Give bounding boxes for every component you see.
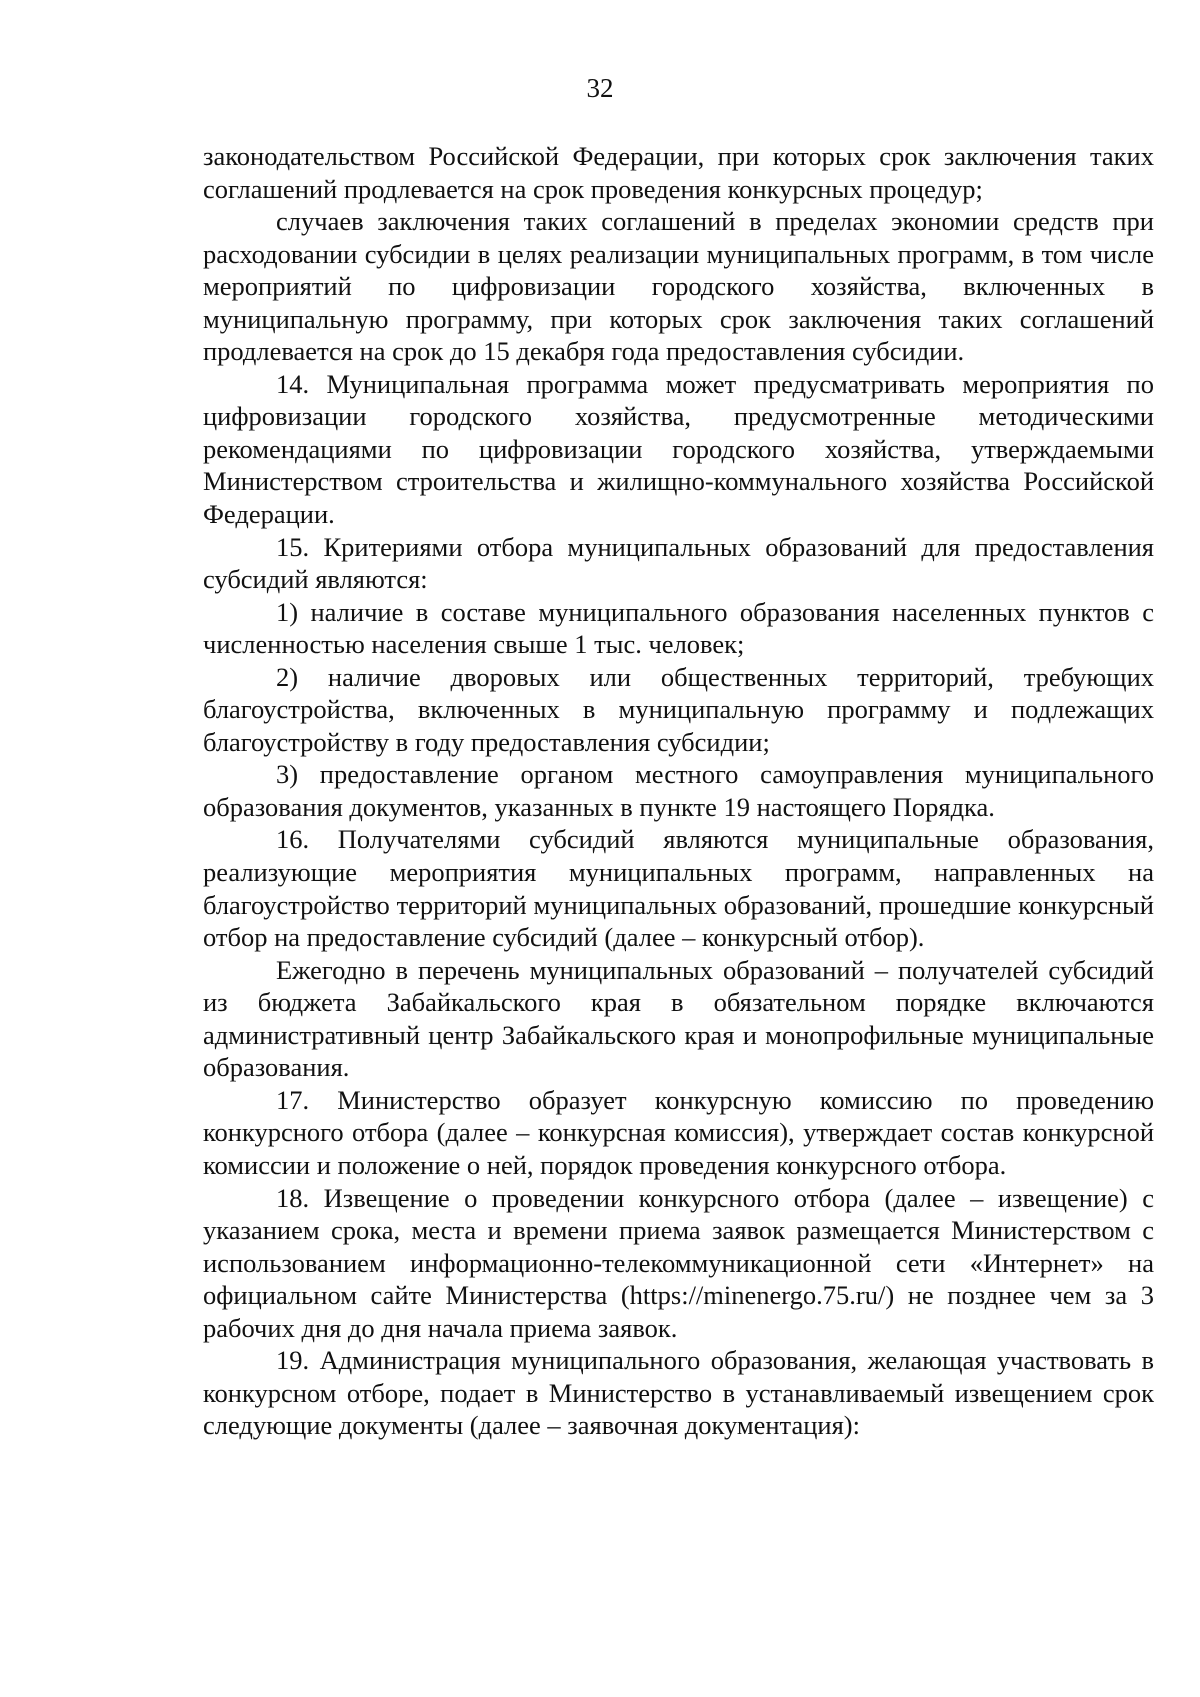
paragraph-item-16: 16. Получателями субсидий являются муниципальные образования, реализующие мероприятия муниципальных программ, направленных на благоустройство территорий муниципальных образований, прошедшие конкурсный отбор на предоставление субсидий (далее – конкурсный отбор). bbox=[203, 824, 1154, 953]
paragraph-item-19: 19. Администрация муниципального образования, желающая участвовать в конкурсном отборе, подает в Министерство в устанавливаемый извещением срок следующие документы (далее – заявочная документация): bbox=[203, 1345, 1154, 1441]
paragraph-item-17: 17. Министерство образует конкурсную комиссию по проведению конкурсного отбора (далее – конкурсная комиссия), утверждает состав конкурсной комиссии и положение о ней, порядок проведения конкурсного отбора. bbox=[203, 1084, 1154, 1180]
criteria-item-3: 3) предоставление органом местного самоуправления муниципального образования документов, указанных в пункте 19 настоящего Порядка. bbox=[203, 759, 1154, 822]
paragraph-item-15: 15. Критериями отбора муниципальных образований для предоставления субсидий являются: bbox=[203, 531, 1154, 595]
page-number: 32 bbox=[586, 73, 614, 103]
paragraph-item-14: 14. Муниципальная программа может предусматривать мероприятия по цифровизации городского хозяйства, предусмотренные методическими рекомендациями по цифровизации городского хозяйства, утверждаемыми Министерством строительства и жилищно-коммунального хозяйства Российской Федерации. bbox=[203, 368, 1154, 530]
criteria-item-2: 2) наличие дворовых или общественных территорий, требующих благоустройства, включенных в муниципальную программу и подлежащих благоустройству в году предоставления субсидии; bbox=[203, 661, 1154, 757]
paragraph: Ежегодно в перечень муниципальных образований – получателей субсидий из бюджета Забайкальского края в обязательном порядке включаются административный центр Забайкальского края и монопрофильные муниципальные образования. bbox=[203, 954, 1154, 1083]
paragraph: законодательством Российской Федерации, при которых срок заключения таких соглашений продлевается на срок проведения конкурсных процедур; bbox=[203, 141, 1154, 204]
document-body bbox=[203, 140, 1154, 1442]
paragraph-item-18: 18. Извещение о проведении конкурсного отбора (далее – извещение) с указанием срока, места и времени приема заявок размещается Министерством с использованием информационно-телекоммуникационной сети «Интернет» на официальном сайте Министерства (https://minenergo.75.ru/) не позднее чем за 3 рабочих дня до дня начала приема заявок. bbox=[203, 1182, 1154, 1343]
criteria-item-1: 1) наличие в составе муниципального образования населенных пунктов с численностью населения свыше 1 тыс. человек; bbox=[203, 596, 1154, 660]
paragraph: случаев заключения таких соглашений в пределах экономии средств при расходовании субсидии в целях реализации муниципальных программ, в том числе мероприятий по цифровизации городского хозяйства, включенных в муниципальную программу, при которых срок заключения таких соглашений продлевается на срок до 15 декабря года предоставления субсидии. bbox=[203, 206, 1154, 367]
